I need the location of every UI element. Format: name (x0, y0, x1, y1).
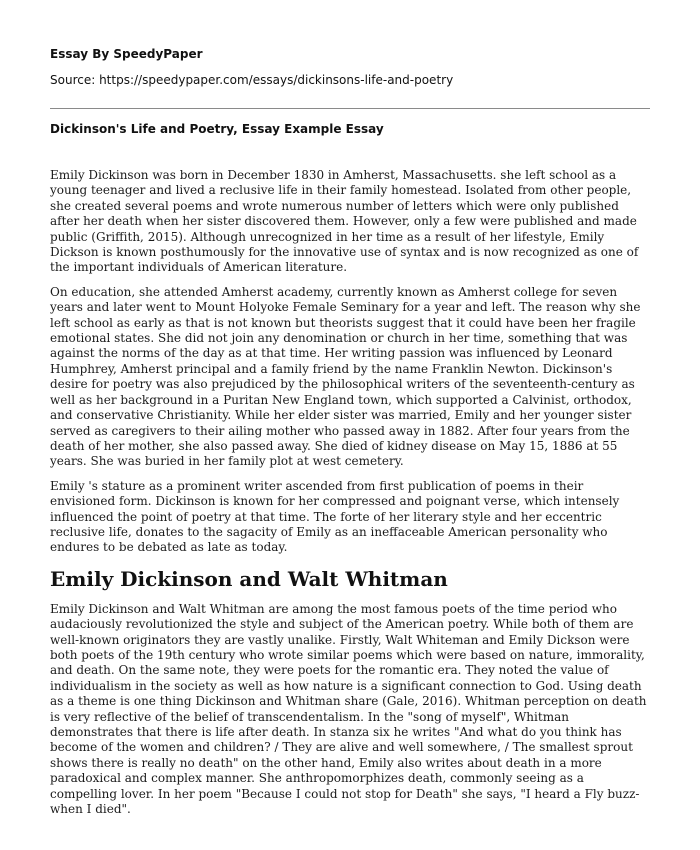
essay-author-line: Essay By SpeedyPaper (50, 47, 203, 61)
body-paragraph-3: Emily 's stature as a prominent writer ascended from first publication of poems in their envisioned form. Dickinson is known for her compressed and poignant verse, which intensely influenced the point of poetry at that time. The forte of her literary style and her eccentric reclusive life, donates to the sagacity of Emily as an ineffaceable American personality who endures to be debated as late as today. (50, 478, 620, 555)
document-body (50, 168, 650, 826)
section-paragraph-1: Emily Dickinson and Walt Whitman are among the most famous poets of the time period who audaciously revolutionized the style and subject of the American poetry. While both of them are well-known originators they are vastly unalike. Firstly, Walt Whiteman and Emily Dickson were both poets of the 19th century who wrote similar poems which were based on nature, immorality, and death. On the same note, they were poets for the romantic era. They noted the value of individualism in the society as well as how nature is a significant connection to God. Using death as a theme is one thing Dickinson and Whitman share (Gale, 2016). Whitman perception on death is very reflective of the belief of transcendentalism. In the "song of myself", Whitman demonstrates that there is life after death. In stanza six he writes "And what do you think has become of the women and children? / They are alive and well somewhere, / The smallest sprout shows there is really no death" on the other hand, Emily also writes about death in a more paradoxical and complex manner. She anthropomorphizes death, commonly seeing as a compelling lover. In her poem "Because I could not stop for Death" she says, "I heard a Fly buzz- when I died". (50, 601, 647, 817)
document-header (50, 46, 650, 87)
header-divider (50, 108, 650, 109)
section-heading: Emily Dickinson and Walt Whitman (50, 566, 448, 591)
body-paragraph-2: On education, she attended Amherst academy, currently known as Amherst college for seven years and later went to Mount Holyoke Female Seminary for a year and left. The reason why she left school as early as that is not known but theorists suggest that it could have been her fragile emotional states. She did not join any denomination or church in her time, something that was against the norms of the day as at that time. Her writing passion was influenced by Leonard Humphrey, Amherst principal and a family friend by the name Franklin Newton. Dickinson's desire for poetry was also prejudiced by the philosophical writers of the seventeenth-century as well as her background in a Puritan New England town, which supported a Calvinist, orthodox, and conservative Christianity. While her elder sister was married, Emily and her younger sister served as caregivers to their ailing mother who passed away in 1882. After four years from the death of her mother, she also passed away. She died of kidney disease on May 15, 1886 at 55 years. She was buried in her family plot at west cemetery. (50, 284, 641, 469)
source-line: Source: https://speedypaper.com/essays/dickinsons-life-and-poetry (50, 73, 454, 87)
document-title: Dickinson's Life and Poetry, Essay Example Essay (50, 122, 384, 136)
body-paragraph-1: Emily Dickinson was born in December 1830 in Amherst, Massachusetts. she left school as a young teenager and lived a reclusive life in their family homestead. Isolated from other people, she created several poems and wrote numerous number of letters which were only published after her death when her sister discovered them. However, only a few were published and made public (Griffith, 2015). Although unrecognized in her time as a result of her lifestyle, Emily Dickson is known posthumously for the innovative use of syntax and is now recognized as one of the important individuals of American literature. (50, 168, 639, 275)
